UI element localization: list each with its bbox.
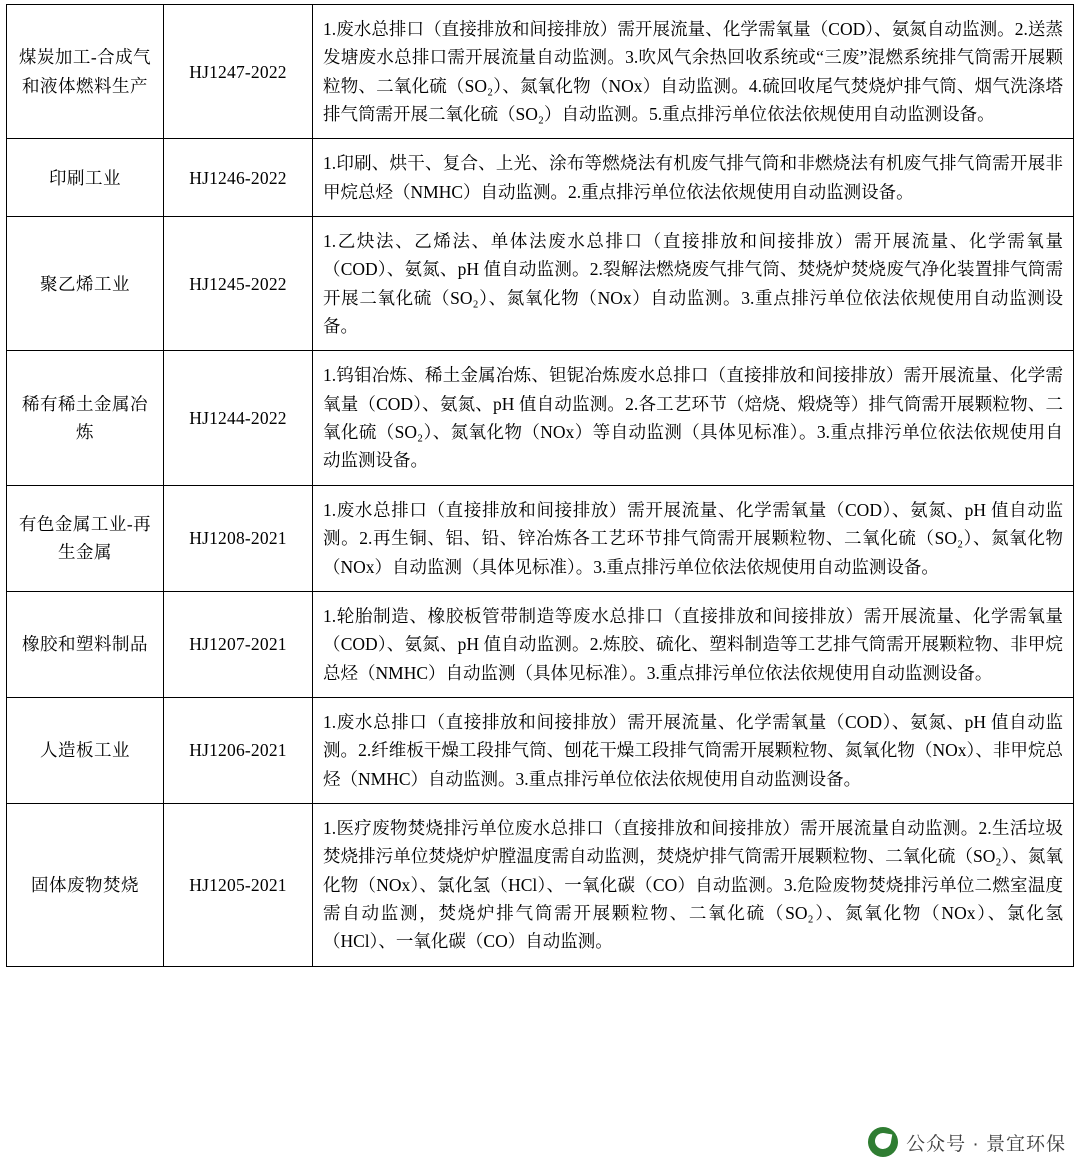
table-row xyxy=(7,5,1074,139)
cell-industry: 稀有稀土金属冶炼 xyxy=(7,351,164,485)
cell-standard-code: HJ1244-2022 xyxy=(164,351,313,485)
watermark xyxy=(868,1127,1066,1157)
standards-table xyxy=(6,4,1074,967)
cell-industry: 印刷工业 xyxy=(7,139,164,217)
cell-standard-code: HJ1207-2021 xyxy=(164,591,313,697)
table-row xyxy=(7,351,1074,485)
cell-industry: 固体废物焚烧 xyxy=(7,803,164,966)
cell-requirement: 1.轮胎制造、橡胶板管带制造等废水总排口（直接排放和间接排放）需开展流量、化学需氧量（COD）、氨氮、pH 值自动监测。2.炼胶、硫化、塑料制造等工艺排气筒需开展颗粒物、非甲烷总烃（NMHC）自动监测（具体见标准）。3.重点排污单位依法依规使用自动监测设备。 xyxy=(313,591,1074,697)
watermark-label: 公众号 · 景宜环保 xyxy=(906,1133,1066,1155)
cell-industry: 橡胶和塑料制品 xyxy=(7,591,164,697)
cell-industry: 人造板工业 xyxy=(7,697,164,803)
table-row xyxy=(7,485,1074,591)
cell-requirement: 1.废水总排口（直接排放和间接排放）需开展流量、化学需氧量（COD）、氨氮自动监测。2.送蒸发塘废水总排口需开展流量自动监测。3.吹风气余热回收系统或“三废”混燃系统排气筒需开展颗粒物、二氧化硫（SO₂）、氮氧化物（NOx）自动监测。4.硫回收尾气焚烧炉排气筒、烟气洗涤塔排气筒需开展二氧化硫（SO₂）自动监测。5.重点排污单位依法依规使用自动监测设备。 xyxy=(313,5,1074,139)
cell-requirement: 1.废水总排口（直接排放和间接排放）需开展流量、化学需氧量（COD）、氨氮、pH 值自动监测。2.纤维板干燥工段排气筒、刨花干燥工段排气筒需开展颗粒物、氮氧化物（NOx）、非甲烷总烃（NMHC）自动监测。3.重点排污单位依法依规使用自动监测设备。 xyxy=(313,697,1074,803)
table-row xyxy=(7,803,1074,966)
cell-requirement: 1.印刷、烘干、复合、上光、涂布等燃烧法有机废气排气筒和非燃烧法有机废气排气筒需开展非甲烷总烃（NMHC）自动监测。2.重点排污单位依法依规使用自动监测设备。 xyxy=(313,139,1074,217)
cell-requirement: 1.钨钼冶炼、稀土金属冶炼、钽铌冶炼废水总排口（直接排放和间接排放）需开展流量、化学需氧量（COD）、氨氮、pH 值自动监测。2.各工艺环节（焙烧、煅烧等）排气筒需开展颗粒物、二氧化硫（SO₂）、氮氧化物（NOx）等自动监测（具体见标准）。3.重点排污单位依法依规使用自动监测设备。 xyxy=(313,351,1074,485)
cell-requirement: 1.废水总排口（直接排放和间接排放）需开展流量、化学需氧量（COD）、氨氮、pH 值自动监测。2.再生铜、铝、铅、锌冶炼各工艺环节排气筒需开展颗粒物、二氧化硫（SO₂）、氮氧化物（NOx）自动监测（具体见标准）。3.重点排污单位依法依规使用自动监测设备。 xyxy=(313,485,1074,591)
cell-standard-code: HJ1247-2022 xyxy=(164,5,313,139)
cell-standard-code: HJ1208-2021 xyxy=(164,485,313,591)
table-row xyxy=(7,217,1074,351)
cell-standard-code: HJ1206-2021 xyxy=(164,697,313,803)
cell-standard-code: HJ1205-2021 xyxy=(164,803,313,966)
cell-industry: 有色金属工业-再生金属 xyxy=(7,485,164,591)
cell-requirement: 1.医疗废物焚烧排污单位废水总排口（直接排放和间接排放）需开展流量自动监测。2.生活垃圾焚烧排污单位焚烧炉炉膛温度需自动监测，焚烧炉排气筒需开展颗粒物、二氧化硫（SO₂）、氮氧化物（NOx）、氯化氢（HCl）、一氧化碳（CO）自动监测。3.危险废物焚烧排污单位二燃室温度需自动监测，焚烧炉排气筒需开展颗粒物、二氧化硫（SO₂）、氮氧化物（NOx）、氯化氢（HCl）、一氧化碳（CO）自动监测。 xyxy=(313,803,1074,966)
cell-industry: 聚乙烯工业 xyxy=(7,217,164,351)
table-row xyxy=(7,591,1074,697)
cell-standard-code: HJ1245-2022 xyxy=(164,217,313,351)
leaf-logo-icon xyxy=(868,1127,898,1157)
cell-standard-code: HJ1246-2022 xyxy=(164,139,313,217)
cell-industry: 煤炭加工-合成气和液体燃料生产 xyxy=(7,5,164,139)
table-row xyxy=(7,697,1074,803)
table-row xyxy=(7,139,1074,217)
cell-requirement: 1.乙炔法、乙烯法、单体法废水总排口（直接排放和间接排放）需开展流量、化学需氧量（COD）、氨氮、pH 值自动监测。2.裂解法燃烧废气排气筒、焚烧炉焚烧废气净化装置排气筒需开展二氧化硫（SO₂）、氮氧化物（NOx）自动监测。3.重点排污单位依法依规使用自动监测设备。 xyxy=(313,217,1074,351)
table-body xyxy=(7,5,1074,967)
